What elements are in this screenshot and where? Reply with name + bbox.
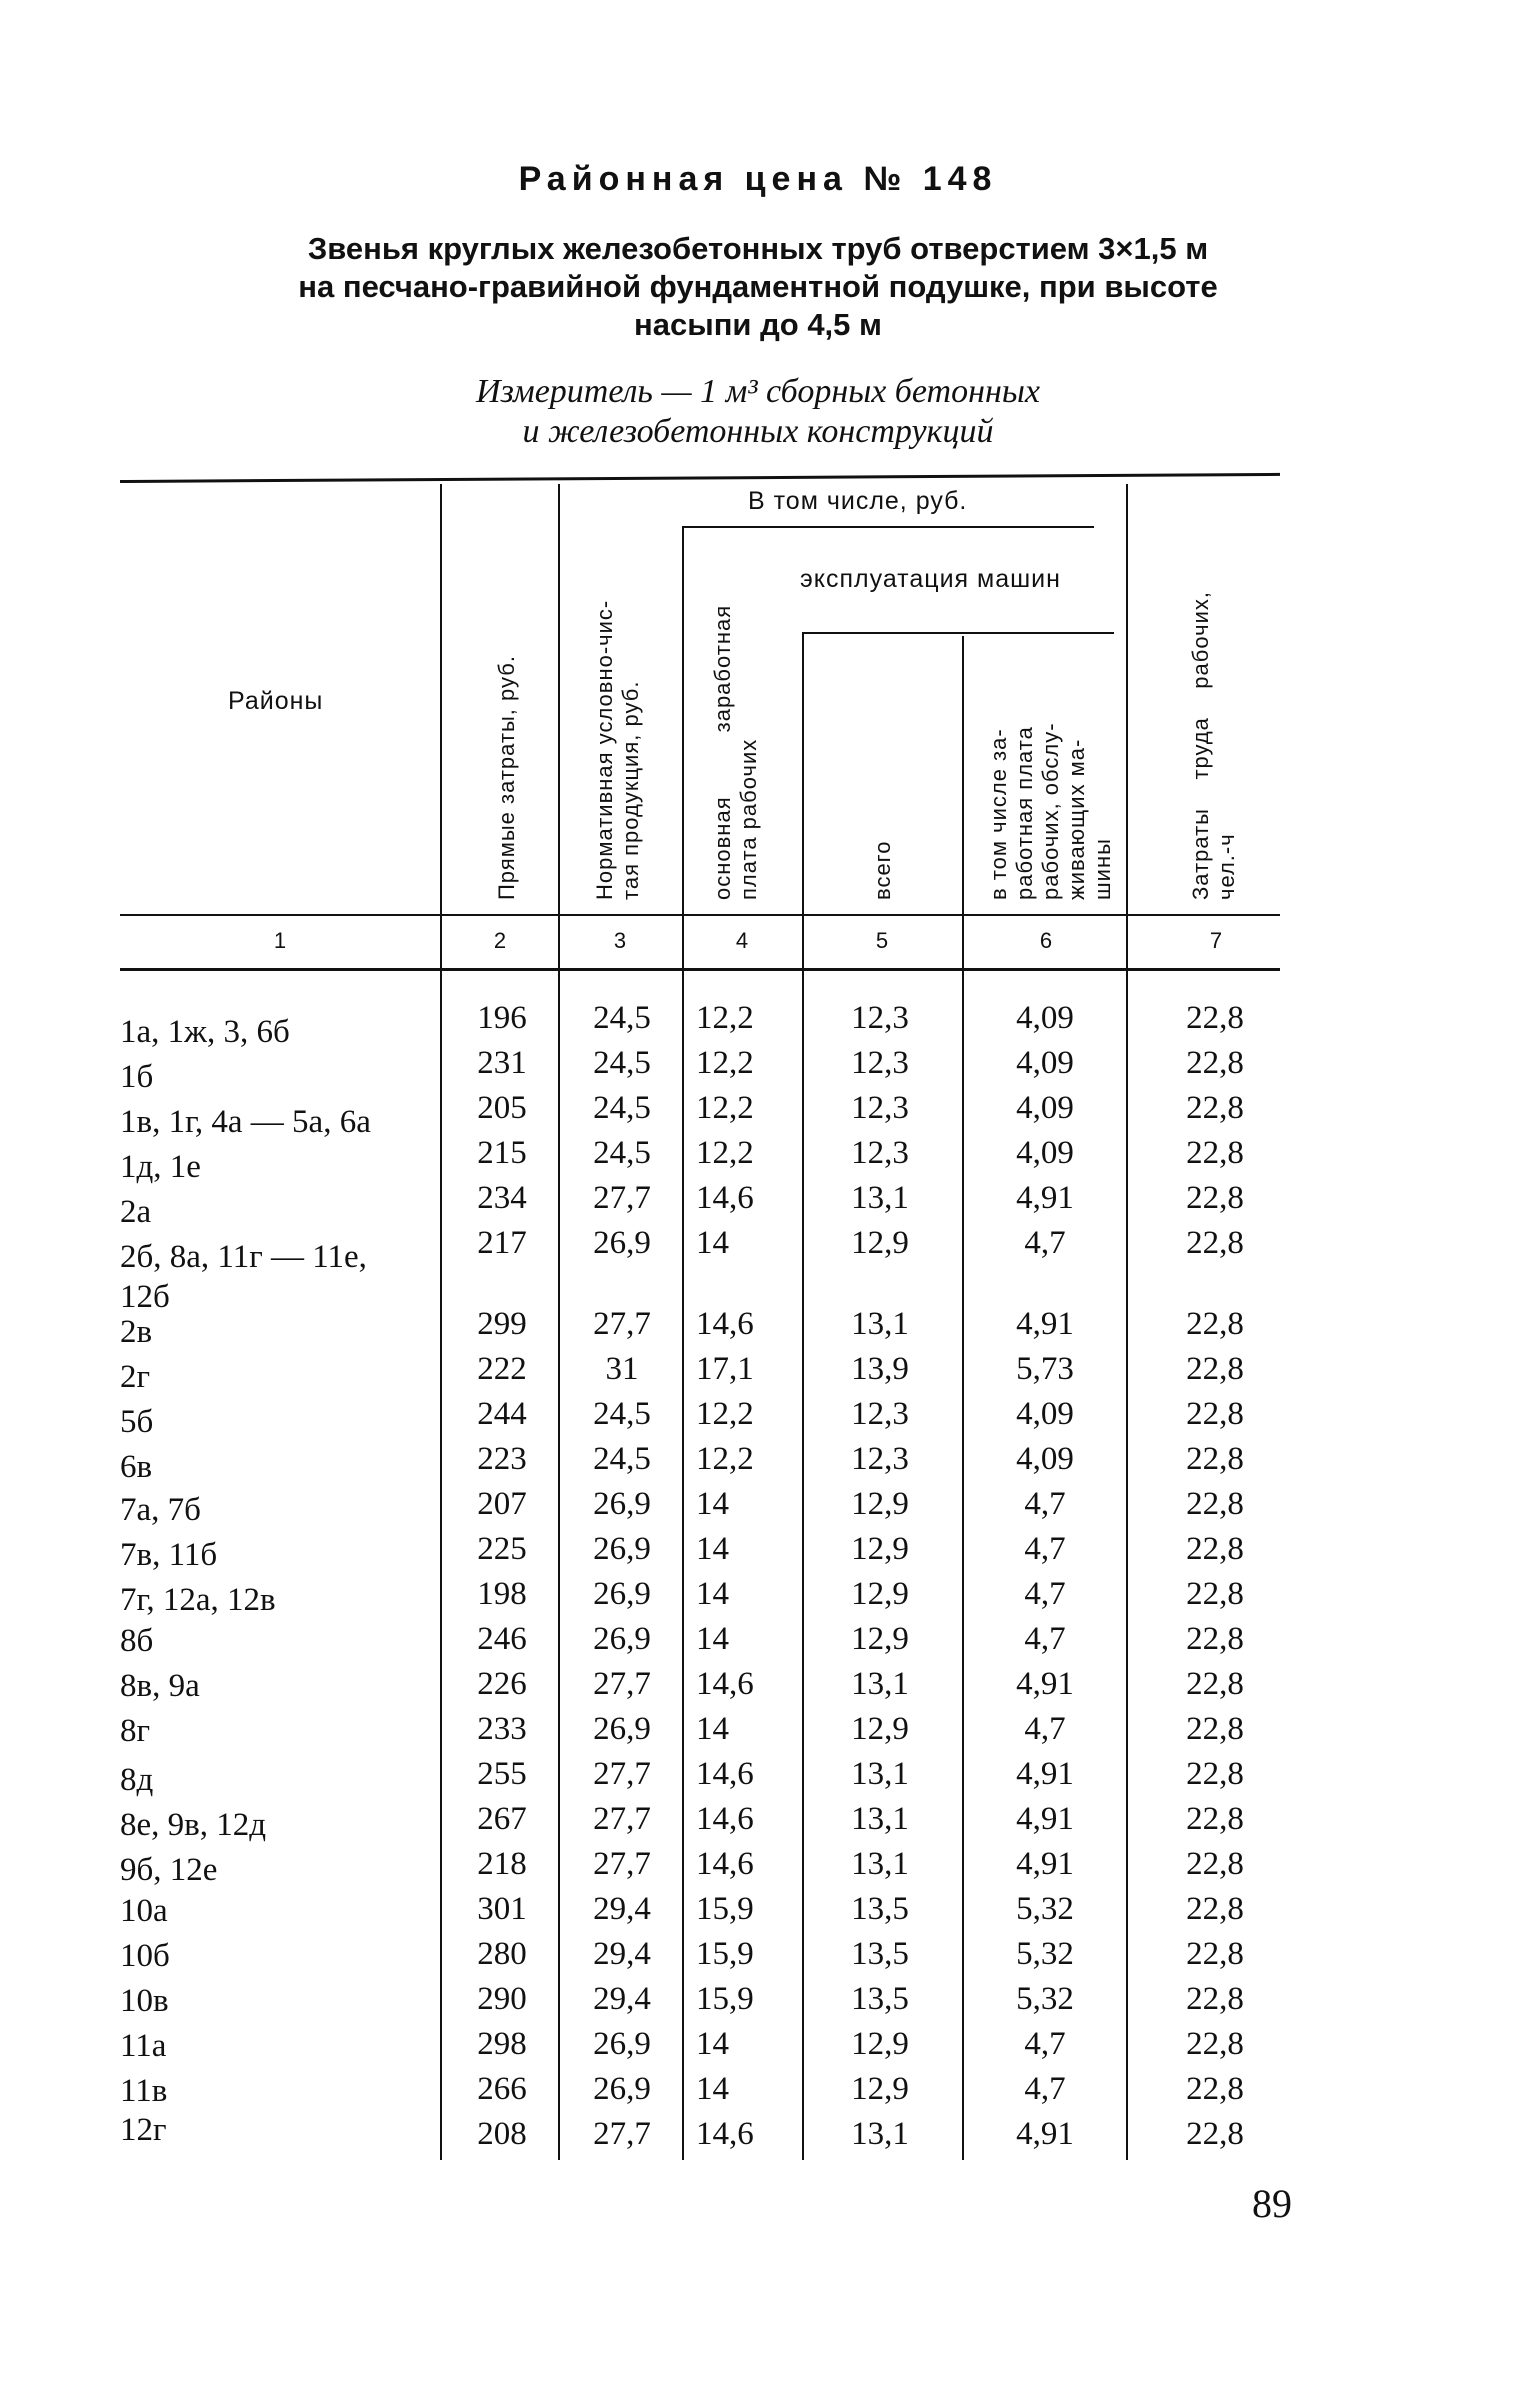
normative-cell: 26,9	[593, 2026, 651, 2062]
labor-cell: 22,8	[1186, 1936, 1244, 1972]
wage-cell: 15,9	[696, 1936, 754, 1972]
column-divider	[440, 484, 442, 2160]
labor-cell: 22,8	[1186, 1621, 1244, 1657]
column-number: 2	[493, 928, 507, 953]
column-number: 5	[875, 928, 889, 953]
column-divider	[682, 528, 684, 2160]
normative-cell: 26,9	[593, 1531, 651, 1567]
total-cell: 12,3	[851, 1396, 909, 1432]
region-cell: 10в	[120, 1983, 169, 2019]
labor-cell: 22,8	[1186, 1711, 1244, 1747]
normative-cell: 27,7	[593, 2116, 651, 2152]
direct-cell: 217	[477, 1225, 527, 1261]
header-line: плата рабочих	[736, 738, 761, 900]
region-cell: 2в	[120, 1314, 153, 1350]
normative-cell: 29,4	[593, 1981, 651, 2017]
region-cell: 7в, 11б	[120, 1537, 218, 1573]
header-line: работная плата	[1012, 726, 1037, 900]
subtitle-line: на песчано-гравийной фундаментной подушке, при высоте	[298, 269, 1218, 304]
labor-cell: 22,8	[1186, 1135, 1244, 1171]
total-cell: 13,5	[851, 1891, 909, 1927]
header-including: В том числе, руб.	[748, 487, 968, 515]
total-cell: 13,1	[851, 1180, 909, 1216]
direct-cell: 298	[477, 2026, 527, 2062]
header-line: основная заработная	[710, 604, 735, 900]
normative-cell: 26,9	[593, 1486, 651, 1522]
total-cell: 12,9	[851, 1711, 909, 1747]
machine-wage-cell: 4,91	[1016, 1306, 1074, 1342]
column-number: 4	[735, 928, 749, 953]
total-cell: 13,1	[851, 1756, 909, 1792]
machine-wage-cell: 4,91	[1016, 1180, 1074, 1216]
header-line: Нормативная условно-чис-	[592, 599, 617, 900]
normative-cell: 31	[605, 1351, 639, 1387]
total-cell: 12,9	[851, 1531, 909, 1567]
normative-cell: 26,9	[593, 1576, 651, 1612]
wage-cell: 12,2	[696, 1045, 754, 1081]
total-cell: 12,9	[851, 2026, 909, 2062]
labor-cell: 22,8	[1186, 1180, 1244, 1216]
labor-cell: 22,8	[1186, 1045, 1244, 1081]
direct-cell: 198	[477, 1576, 527, 1612]
wage-cell: 14,6	[696, 1801, 754, 1837]
column-number: 1	[273, 928, 287, 953]
page-number: 89	[1252, 2181, 1292, 2226]
direct-cell: 231	[477, 1045, 527, 1081]
direct-cell: 299	[477, 1306, 527, 1342]
wage-cell: 14	[696, 2026, 729, 2062]
region-cell: 2а	[120, 1194, 152, 1230]
normative-cell: 27,7	[593, 1180, 651, 1216]
wage-cell: 14,6	[696, 1306, 754, 1342]
normative-cell: 24,5	[593, 1441, 651, 1477]
machine-wage-cell: 4,7	[1024, 1621, 1066, 1657]
machine-wage-cell: 4,7	[1024, 1225, 1066, 1261]
header-bottom-rule	[120, 914, 1280, 916]
normative-cell: 24,5	[593, 1045, 651, 1081]
direct-cell: 215	[477, 1135, 527, 1171]
labor-cell: 22,8	[1186, 1756, 1244, 1792]
normative-cell: 24,5	[593, 1000, 651, 1036]
header-regions: Районы	[228, 687, 324, 715]
header-line: рабочих, обслу-	[1038, 722, 1063, 900]
column-divider	[962, 636, 964, 2160]
direct-cell: 246	[477, 1621, 527, 1657]
total-cell: 12,3	[851, 1000, 909, 1036]
wage-cell: 12,2	[696, 1135, 754, 1171]
normative-cell: 24,5	[593, 1135, 651, 1171]
wage-cell: 17,1	[696, 1351, 754, 1387]
wage-cell: 12,2	[696, 1441, 754, 1477]
direct-cell: 266	[477, 2071, 527, 2107]
header-including-wage	[986, 722, 1116, 900]
total-cell: 12,9	[851, 2071, 909, 2107]
labor-cell: 22,8	[1186, 1531, 1244, 1567]
labor-cell: 22,8	[1186, 1225, 1244, 1261]
region-cell: 1в, 1г, 4а — 5а, 6а	[120, 1104, 371, 1140]
wage-cell: 14,6	[696, 1756, 754, 1792]
table-top-rule	[120, 473, 1280, 483]
column-number: 7	[1209, 928, 1223, 953]
machine-wage-cell: 4,7	[1024, 1576, 1066, 1612]
wage-cell: 14	[696, 1621, 729, 1657]
labor-cell: 22,8	[1186, 1486, 1244, 1522]
normative-cell: 26,9	[593, 1711, 651, 1747]
direct-cell: 233	[477, 1711, 527, 1747]
normative-cell: 27,7	[593, 1756, 651, 1792]
direct-cell: 244	[477, 1396, 527, 1432]
machine-wage-cell: 4,09	[1016, 1441, 1074, 1477]
total-cell: 12,3	[851, 1135, 909, 1171]
total-cell: 12,9	[851, 1576, 909, 1612]
machine-wage-cell: 4,91	[1016, 1801, 1074, 1837]
region-cell: 10а	[120, 1893, 168, 1929]
normative-cell: 29,4	[593, 1936, 651, 1972]
machine-wage-cell: 4,7	[1024, 1711, 1066, 1747]
wage-cell: 14	[696, 1225, 729, 1261]
labor-cell: 22,8	[1186, 2116, 1244, 2152]
region-cell: 8г	[120, 1713, 151, 1749]
machine-wage-cell: 4,91	[1016, 1846, 1074, 1882]
normative-cell: 26,9	[593, 1225, 651, 1261]
region-cell: 7а, 7б	[120, 1492, 201, 1528]
normative-cell: 26,9	[593, 1621, 651, 1657]
wage-cell: 14	[696, 1711, 729, 1747]
labor-cell: 22,8	[1186, 1306, 1244, 1342]
normative-cell: 29,4	[593, 1891, 651, 1927]
column-divider	[1126, 484, 1128, 2160]
machine-wage-cell: 5,32	[1016, 1981, 1074, 2017]
labor-cell: 22,8	[1186, 1981, 1244, 2017]
direct-cell: 218	[477, 1846, 527, 1882]
including-rule	[682, 526, 1094, 528]
header-line: чел.-ч	[1214, 833, 1239, 900]
header-line: шины	[1090, 838, 1115, 900]
wage-cell: 12,2	[696, 1090, 754, 1126]
region-cell: 8в, 9а	[120, 1668, 200, 1704]
labor-cell: 22,8	[1186, 1351, 1244, 1387]
total-cell: 13,1	[851, 1666, 909, 1702]
normative-cell: 26,9	[593, 2071, 651, 2107]
region-cell: 6в	[120, 1449, 153, 1485]
machine-wage-cell: 4,09	[1016, 1396, 1074, 1432]
total-cell: 12,9	[851, 1486, 909, 1522]
subtitle-line: насыпи до 4,5 м	[634, 307, 882, 342]
direct-cell: 234	[477, 1180, 527, 1216]
direct-cell: 208	[477, 2116, 527, 2152]
region-cell: 7г, 12а, 12в	[120, 1582, 276, 1618]
column-divider	[558, 484, 560, 2160]
machine-wage-cell: 4,09	[1016, 1045, 1074, 1081]
region-cell: 8б	[120, 1623, 154, 1659]
machine-wage-cell: 4,7	[1024, 1531, 1066, 1567]
region-cell: 12г	[120, 2112, 167, 2148]
machine-wage-cell: 4,7	[1024, 1486, 1066, 1522]
machine-wage-cell: 4,91	[1016, 2116, 1074, 2152]
direct-cell: 267	[477, 1801, 527, 1837]
region-cell: 11а	[120, 2028, 167, 2064]
wage-cell: 14,6	[696, 2116, 754, 2152]
labor-cell: 22,8	[1186, 1846, 1244, 1882]
region-cell: 5б	[120, 1404, 154, 1440]
direct-cell: 280	[477, 1936, 527, 1972]
labor-cell: 22,8	[1186, 1090, 1244, 1126]
normative-cell: 27,7	[593, 1666, 651, 1702]
header-line: живающих ма-	[1064, 738, 1089, 900]
region-cell: 10б	[120, 1938, 170, 1974]
labor-cell: 22,8	[1186, 1441, 1244, 1477]
wage-cell: 14	[696, 1486, 729, 1522]
wage-cell: 12,2	[696, 1396, 754, 1432]
total-cell: 13,5	[851, 1936, 909, 1972]
labor-cell: 22,8	[1186, 1576, 1244, 1612]
total-cell: 12,3	[851, 1441, 909, 1477]
direct-cell: 196	[477, 1000, 527, 1036]
header-base-wage	[710, 605, 762, 900]
region-cell: 1д, 1е	[120, 1149, 201, 1185]
labor-cell: 22,8	[1186, 1396, 1244, 1432]
total-cell: 12,3	[851, 1090, 909, 1126]
total-cell: 13,1	[851, 1801, 909, 1837]
region-cell: 9б, 12е	[120, 1852, 218, 1888]
header-total: всего	[870, 840, 895, 900]
wage-cell: 14,6	[696, 1180, 754, 1216]
wage-cell: 14,6	[696, 1846, 754, 1882]
unit-line: Измеритель — 1 м³ сборных бетонных	[476, 373, 1040, 410]
subtitle	[0, 230, 1516, 344]
total-cell: 12,9	[851, 1225, 909, 1261]
wage-cell: 12,2	[696, 1000, 754, 1036]
labor-cell: 22,8	[1186, 1801, 1244, 1837]
machine-wage-cell: 4,09	[1016, 1090, 1074, 1126]
direct-cell: 207	[477, 1486, 527, 1522]
total-cell: 13,5	[851, 1981, 909, 2017]
direct-cell: 205	[477, 1090, 527, 1126]
number-row-rule	[120, 968, 1280, 971]
region-cell: 8е, 9в, 12д	[120, 1807, 267, 1843]
normative-cell: 27,7	[593, 1306, 651, 1342]
total-cell: 13,1	[851, 1306, 909, 1342]
page-title: Районная цена № 148	[518, 160, 998, 198]
wage-cell: 14,6	[696, 1666, 754, 1702]
region-cell: 1а, 1ж, 3, 6б	[120, 1014, 290, 1050]
machine-wage-cell: 5,32	[1016, 1936, 1074, 1972]
normative-cell: 24,5	[593, 1090, 651, 1126]
wage-cell: 14	[696, 1531, 729, 1567]
machine-wage-cell: 4,09	[1016, 1135, 1074, 1171]
wage-cell: 14	[696, 1576, 729, 1612]
column-number: 3	[613, 928, 627, 953]
region-cell: 11в	[120, 2073, 168, 2109]
machine-wage-cell: 4,91	[1016, 1666, 1074, 1702]
unit-of-measure	[0, 372, 1516, 452]
unit-line: и железобетонных конструкций	[522, 413, 994, 450]
direct-cell: 223	[477, 1441, 527, 1477]
direct-cell: 290	[477, 1981, 527, 2017]
machine-wage-cell: 4,7	[1024, 2026, 1066, 2062]
header-machine-operation: эксплуатация машин	[800, 565, 1061, 593]
normative-cell: 27,7	[593, 1846, 651, 1882]
total-cell: 13,1	[851, 2116, 909, 2152]
column-divider	[802, 634, 804, 2160]
machine-wage-cell: 4,7	[1024, 2071, 1066, 2107]
wage-cell: 15,9	[696, 1981, 754, 2017]
header-line: Затраты труда рабочих,	[1188, 591, 1213, 900]
machine-rule	[802, 632, 1114, 634]
region-cell: 2г	[120, 1359, 151, 1395]
region-line: 2б, 8а, 11г — 11е,	[120, 1239, 367, 1275]
region-cell: 8д	[120, 1762, 154, 1798]
wage-cell: 15,9	[696, 1891, 754, 1927]
labor-cell: 22,8	[1186, 1666, 1244, 1702]
labor-cell: 22,8	[1186, 1891, 1244, 1927]
direct-cell: 226	[477, 1666, 527, 1702]
total-cell: 13,9	[851, 1351, 909, 1387]
region-cell	[120, 1237, 367, 1317]
labor-cell: 22,8	[1186, 1000, 1244, 1036]
region-line: 12б	[120, 1279, 170, 1315]
direct-cell: 225	[477, 1531, 527, 1567]
region-cell: 1б	[120, 1059, 154, 1095]
total-cell: 12,9	[851, 1621, 909, 1657]
header-normative-output	[592, 600, 644, 900]
header-direct-costs: Прямые затраты, руб.	[494, 655, 519, 900]
machine-wage-cell: 5,32	[1016, 1891, 1074, 1927]
labor-cell: 22,8	[1186, 2026, 1244, 2062]
direct-cell: 301	[477, 1891, 527, 1927]
direct-cell: 222	[477, 1351, 527, 1387]
labor-cell: 22,8	[1186, 2071, 1244, 2107]
column-number: 6	[1039, 928, 1053, 953]
machine-wage-cell: 4,09	[1016, 1000, 1074, 1036]
header-line: в том числе за-	[986, 728, 1011, 900]
total-cell: 12,3	[851, 1045, 909, 1081]
total-cell: 13,1	[851, 1846, 909, 1882]
machine-wage-cell: 4,91	[1016, 1756, 1074, 1792]
normative-cell: 27,7	[593, 1801, 651, 1837]
header-labor	[1188, 591, 1240, 900]
subtitle-line: Звенья круглых железобетонных труб отверстием 3×1,5 м	[307, 231, 1209, 266]
direct-cell: 255	[477, 1756, 527, 1792]
machine-wage-cell: 5,73	[1016, 1351, 1074, 1387]
normative-cell: 24,5	[593, 1396, 651, 1432]
wage-cell: 14	[696, 2071, 729, 2107]
header-line: тая продукция, руб.	[618, 680, 643, 900]
